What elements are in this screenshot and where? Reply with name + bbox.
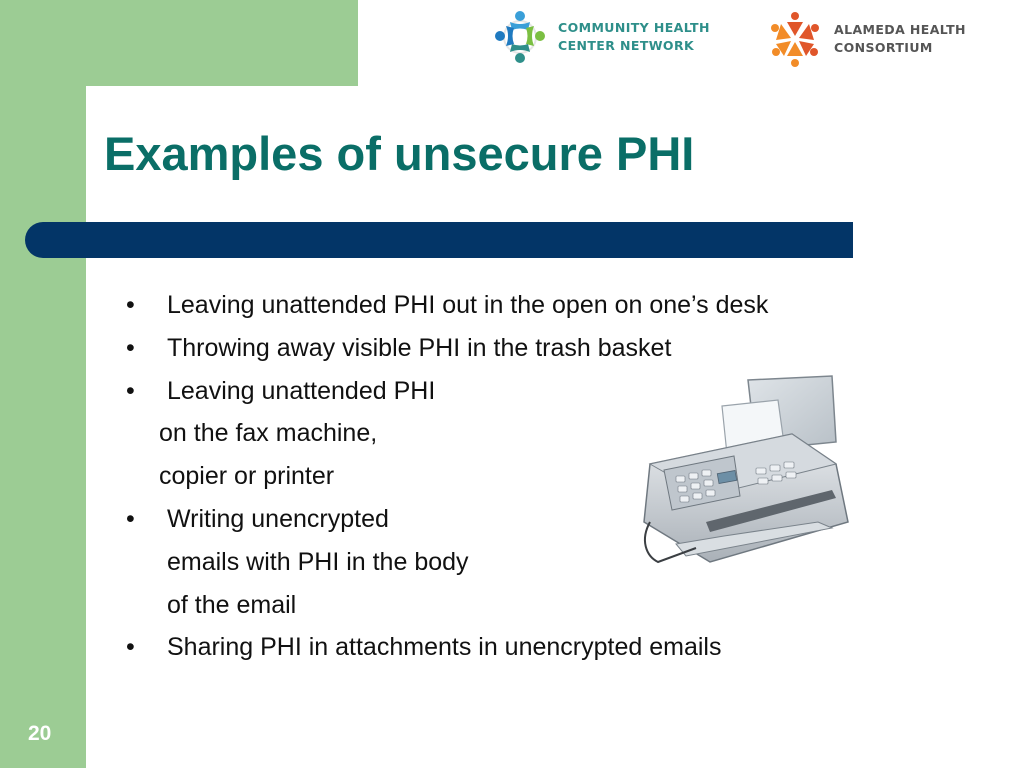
community-health-logo-icon (492, 8, 548, 66)
page-title: Examples of unsecure PHI (104, 127, 695, 180)
bullet-item: • Leaving unattended PHI (126, 370, 768, 413)
community-health-logo (492, 8, 710, 66)
bullet-continuation: of the email (167, 590, 297, 619)
bullet-continuation: on the fax machine, (159, 419, 378, 448)
community-health-line1: COMMUNITY HEALTH (558, 20, 710, 35)
bullet-item: • Writing unencrypted (126, 498, 768, 541)
alameda-health-logo (768, 10, 966, 68)
alameda-health-line2: CONSORTIUM (834, 40, 933, 55)
alameda-health-line1: ALAMEDA HEALTH (834, 22, 966, 37)
title-underline-bar (25, 222, 853, 258)
bullet-item: • Throwing away visible PHI in the trash basket (126, 327, 768, 370)
alameda-health-logo-icon (768, 10, 822, 68)
bullet-continuation: copier or printer (159, 462, 335, 491)
fax-machine-icon (636, 372, 856, 586)
bullet-item: • Sharing PHI in attachments in unencrypted emails (126, 626, 768, 669)
bullet-item: • Leaving unattended PHI out in the open on one’s desk (126, 284, 768, 327)
slide-page-number: 20 (28, 722, 52, 745)
community-health-line2: CENTER NETWORK (558, 38, 695, 53)
alameda-health-logo-text (834, 21, 966, 57)
sidebar-left-band (0, 0, 86, 768)
bullet-continuation: emails with PHI in the body (167, 547, 469, 576)
community-health-logo-text (558, 19, 710, 55)
